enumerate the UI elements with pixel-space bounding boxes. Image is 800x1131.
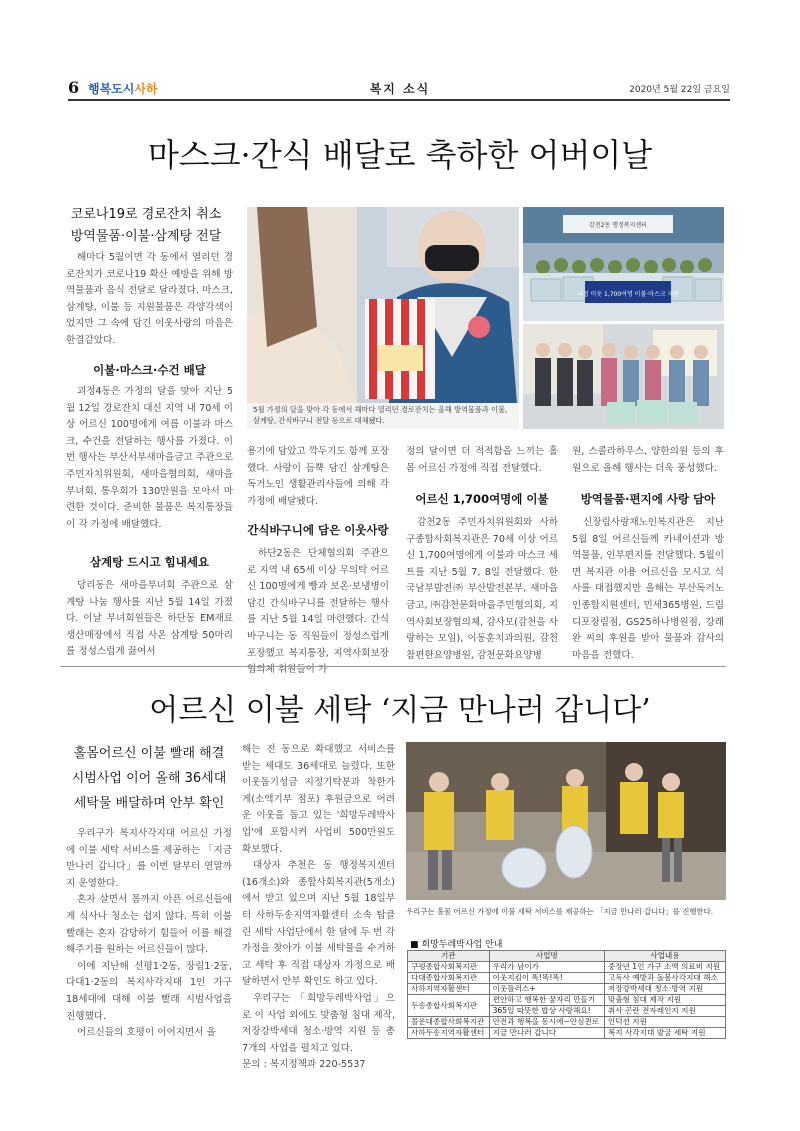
photo-laundry-service-art <box>406 742 726 900</box>
table-cell: 이웃지킴이 똑!똑!똑! <box>489 973 604 984</box>
article1-col4-body: 신장림사랑채노인복지관은 지난 5월 8일 어르신들께 카네이션과 방역물품, 인부편지를 전달했다. 5월이면 복지관 이용 어르신을 모시고 식사를 대접했지만 올해는 부산독거노인종합지원센터, 민세365병원, 드림디포장림점, GS25하나병원점, 강래완 씨의 후원을 받아 물품과 감사의 마음을 전했다. <box>572 517 724 661</box>
table-cell: 지금 만나러 갑니다 <box>489 1028 604 1039</box>
article2-headline: 어르신 이불 세탁 ‘지금 만나러 갑니다’ <box>149 693 651 728</box>
table-cell: 편안하고 행복한 꿈자리 만들기 <box>489 995 604 1006</box>
table-cell: 이웃플러스+ <box>489 984 604 995</box>
program-table <box>407 950 726 1039</box>
section-title: 복지 소식 <box>369 82 431 96</box>
table-cell: 사하두송지역자활센터 <box>408 1028 490 1039</box>
table-cell: 중장년 1인 가구 소액 의료비 지원 <box>604 962 725 973</box>
issue-date: 2020년 5월 22일 금요일 <box>629 85 730 95</box>
table-cell: 몰운대종합사회복지관 <box>408 1017 490 1028</box>
page-number: 6 <box>68 78 80 97</box>
table-row <box>408 1017 726 1028</box>
square-bullet-icon: ■ <box>410 940 419 950</box>
article1-sec2-title: 삼계탕 드시고 힘내세요 <box>89 555 210 569</box>
photo-group-blankets-art <box>523 207 724 321</box>
article1-col3-title: 어르신 1,700여명에 이불 <box>415 492 549 506</box>
article1-photo-caption: 5월 가정의 달을 맞아 각 동에서 해마다 열리던 경로잔치는 올해 방역물품과 이불, 삼계탕, 간식바구니 전달 등으로 대체됐다. <box>253 405 508 425</box>
brand-text-a: 행복도시 <box>88 82 135 96</box>
article1-col2-top: 용기에 담았고 깍두기도 함께 포장했다. 사랑이 듬뿍 담긴 삼계탕은 독거노인 생활관리사들에 의해 각 가정에 배달됐다. <box>247 446 389 507</box>
article2-col2-body: 해는 전 동으로 확대했고 서비스를 받는 세대도 36세대로 늘렸다. 또한 이웃돕기성금 지정기탁분과 착한가게(소액기부 점포) 후원금으로 어려운 이웃을 돕고 있는 '희망두레박사업'에 포함시켜 사업비 500만원도 확보했다. 대상자 추천은 동 행정복지센터(16개소)와 종합사회복지관(5개소)에서 받고 있으며 지난 5월 18일부터 사하두송지역자활센터 소속 탑클린 세탁 사업단에서 한 달에 두 번 각 가정을 찾아가 이불 세탁물을 수거하고 세탁 후 직접 대상자 가정으로 배달하면서 안부 확인도 하고 있다. 우리구는 「희망두레박사업」으로 이 사업 외에도 맞춤형 침대 제작, 저장강박세대 청소·방역 지원 등 총 7개의 사업을 펼치고 있다. 문의 : 복지정책과 220-5537 <box>242 744 395 1071</box>
table-cell: 365일 따뜻한 밥상 사랑해요! <box>489 1006 604 1017</box>
article2-photo-caption: 우리구는 홀몸 어르신 가정에 이불 세탁 서비스를 제공하는 「지금 만나러 갑니다」를 진행한다. <box>406 907 714 916</box>
article2-subhead-3: 세탁물 배달하며 안부 확인 <box>73 796 225 811</box>
article2-subhead-1: 홀몸어르신 이불 빨래 해결 <box>73 746 225 761</box>
photo-laundry-service <box>406 742 726 900</box>
article2-subhead-2: 시범사업 이어 올해 36세대 <box>71 771 227 786</box>
table-header-cell: 사업명 <box>489 951 604 962</box>
article1-col4-title: 방역물품·편지에 사랑 담아 <box>580 492 716 506</box>
article1-sec2-body: 당리동은 새마을부녀회 주관으로 삼계탕 나눔 행사를 지난 5월 14일 가졌다. 이날 부녀회원들은 하단동 EM재료 생산매장에서 직접 사온 삼계탕 50마리를 정성스럽게 끓여서 <box>66 580 233 658</box>
table-header-cell: 사업내용 <box>604 951 725 962</box>
article1-col3-top: 정의 달이면 더 적적함을 느끼는 홀몸 어르신 가정에 직접 전달했다. <box>406 446 558 474</box>
sign-text: 감천2동 행정복지센터 <box>589 222 647 229</box>
article1-col4-top: 원, 스콜라하우스, 양한의원 등의 후원으로 올해 행사는 더욱 풍성했다. <box>572 446 724 474</box>
header-divider <box>68 99 730 101</box>
article1-intro: 해마다 5월이면 각 동에서 열리던 경로잔치가 코로나19 확산 예방을 위해 방역물품과 음식 전달로 달라졌다. 마스크, 삼계탕, 이불 등 지원물품은 각양각색이었지만 그 속에 담긴 이웃사랑의 마음은 한결같았다. <box>66 252 233 346</box>
brand-text-b: 사하 <box>134 82 158 96</box>
table-header-row <box>408 951 726 962</box>
table-cell: 안전과 행복을 동시에~안심퀸로 <box>489 1017 604 1028</box>
article1-headline: 마스크·간식 배달로 축하한 어버이날 <box>147 136 653 174</box>
table-row <box>408 984 726 995</box>
article1-col2-body: 하단2동은 단체협의회 주관으로 지역 내 65세 이상 무의탁 어르신 100명에게 빵과 보온·보냉병이 담긴 간식바구니를 전달하는 행사를 지난 5월 14일 마련했다. 간식바구니는 동 직원들이 정성스럽게 포장했고 복지통장, 지역사회보장협의체 위원들이 가 <box>247 548 389 676</box>
table-row <box>408 962 726 973</box>
photo-group-gifts <box>523 324 724 429</box>
article1-sec1-body: 괴정4동은 가정의 달을 맞아 지난 5월 12일 경로잔치 대신 지역 내 70세 이상 어르신 100명에게 여름 이불과 마스크, 수건을 전달하는 행사를 가졌다. 이번 행사는 부산서부새마을금고 주관으로 주민자치위원회, 새마을협의회, 새마을부녀회, 통우회가 130만원을 모아서 마련한 것이다. 준비한 물품은 복지통장들이 각 가정에 배달했다. <box>66 386 233 530</box>
photo-group-blankets <box>523 207 724 321</box>
table-title-text: 희망두레박사업 안내 <box>421 940 503 950</box>
table-cell: 취사 곤란 전자레인지 지원 <box>604 1006 725 1017</box>
table-cell: 인덕션 지원 <box>604 1017 725 1028</box>
table-cell: 두송종합사회복지관 <box>408 995 490 1017</box>
table-title <box>410 937 503 950</box>
article1-col2-title: 간식바구니에 담은 이웃사랑 <box>247 523 389 537</box>
banner-text: 괴정 이웃 1,700여명 이불·마스크 지원 <box>576 291 680 298</box>
article1-subhead-2: 방역물품·이불·삼계탕 전달 <box>70 229 222 244</box>
table-cell: 맞춤형 침대 제작 지원 <box>604 995 725 1006</box>
article1-subhead-1: 코로나19로 경로잔치 취소 <box>70 207 222 222</box>
article2-col1-body: 우리구가 복지사각지대 어르신 가정에 이불 세탁 서비스를 제공하는 「지금 만나러 갑니다」를 이번 달부터 연말까지 운영한다. 혼자 살면서 몸까지 아픈 어르신들에게 식사나 청소는 쉽지 않다. 특히 이불 빨래는 혼자 감당하기 힘들어 이를 해결해주기를 원하는 어르신들이 많다. 이에 지난해 신평1·2동, 장림1·2동, 다대1·2동의 복지사각지대 1인 가구 18세대에 대해 이불 빨래 시범사업을 진행했다. 어르신들의 호평이 이어지면서 올 <box>66 828 232 1039</box>
table-cell: 사하지역자활센터 <box>408 984 490 995</box>
table-cell: 다대종합사회복지관 <box>408 973 490 984</box>
table-cell: 저장강박세대 청소·방역 지원 <box>604 984 725 995</box>
table-cell: 구평종합사회복지관 <box>408 962 490 973</box>
photo-mask-delivery <box>247 207 519 429</box>
photo-group-gifts-art <box>523 324 724 429</box>
table-cell: 우리가 남이가 <box>489 962 604 973</box>
table-row <box>408 973 726 984</box>
table-row <box>408 995 726 1006</box>
article1-col3-body: 감천2동 주민자치위원회와 사하구종합사회복지관은 70세 이상 어르신 1,700여명에게 이불과 마스크 세트를 지난 5월 7, 8일 전달했다. 한국남부발전㈜ 부산발전본부, 새마을금고, ㈜감천문화마을주민협의회, 지역사회보장협의체, 감사모(감천을 사랑하는 모임), 이동훈치과의원, 감천참편한요양병원, 감천문화요양병 <box>406 517 558 661</box>
table-row <box>408 1028 726 1039</box>
article1-sec1-title: 이불·마스크·수건 배달 <box>93 363 206 377</box>
article-divider <box>60 666 726 667</box>
photo-mask-delivery-art <box>247 207 519 429</box>
table-header-cell: 기관 <box>408 951 490 962</box>
table-cell: 복지 사각지대 발굴 세탁 지원 <box>604 1028 725 1039</box>
table-cell: 고독사 예방과 돌봄사각지대 해소 <box>604 973 725 984</box>
